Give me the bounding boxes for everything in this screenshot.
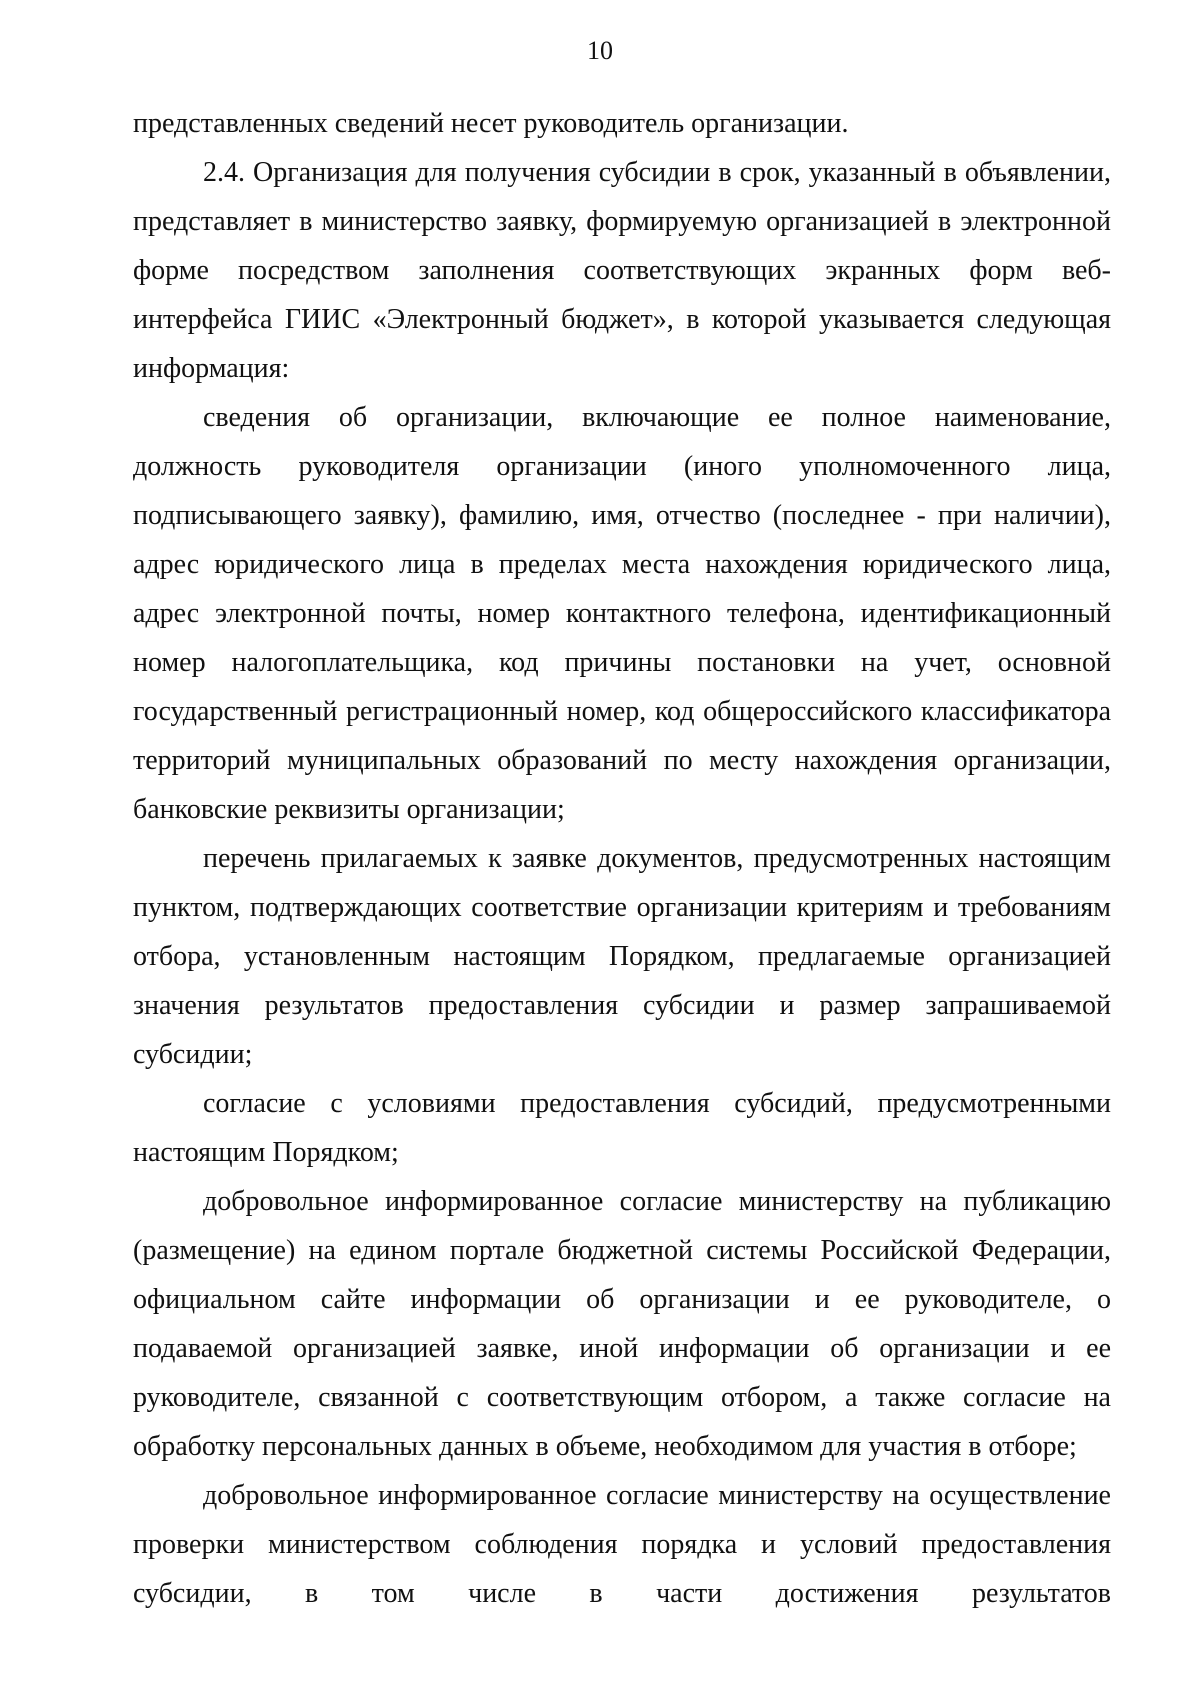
paragraph-consent-verification: добровольное информированное согласие министерству на осуществление проверки министерством соблюдения порядка и условий предоставления субсидии, в том числе в части достижения результатов xyxy=(133,1480,1111,1609)
paragraph-continuation: представленных сведений несет руководитель организации. xyxy=(133,108,849,139)
paragraph-documents-list: перечень прилагаемых к заявке документов, предусмотренных настоящим пунктом, подтверждающих соответствие организации критериям и требованиям отбора, установленным настоящим Порядком, предлагаемые организацией значения результатов предоставления субсидии и размер запрашиваемой субсидии; xyxy=(133,843,1111,1070)
paragraph-consent-conditions: согласие с условиями предоставления субсидий, предусмотренными настоящим Порядком; xyxy=(133,1088,1111,1168)
document-body xyxy=(133,99,1111,1618)
paragraph-2-4: 2.4. Организация для получения субсидии в срок, указанный в объявлении, представляет в министерство заявку, формируемую организацией в электронной форме посредством заполнения соответствующих экранных форм веб-интерфейса ГИИС «Электронный бюджет», в которой указывается следующая информация: xyxy=(133,157,1111,384)
paragraph-consent-publication: добровольное информированное согласие министерству на публикацию (размещение) на едином портале бюджетной системы Российской Федерации, официальном сайте информации об организации и ее руководителе, о подаваемой организацией заявке, иной информации об организации и ее руководителе, связанной с соответствующим отбором, а также согласие на обработку персональных данных в объеме, необходимом для участия в отборе; xyxy=(133,1186,1111,1462)
page-number: 10 xyxy=(587,36,613,65)
paragraph-organization-info: сведения об организации, включающие ее полное наименование, должность руководителя организации (иного уполномоченного лица, подписывающего заявку), фамилию, имя, отчество (последнее - при наличии), адрес юридического лица в пределах места нахождения юридического лица, адрес электронной почты, номер контактного телефона, идентификационный номер налогоплательщика, код причины постановки на учет, основной государственный регистрационный номер, код общероссийского классификатора территорий муниципальных образований по месту нахождения организации, банковские реквизиты организации; xyxy=(133,402,1111,825)
